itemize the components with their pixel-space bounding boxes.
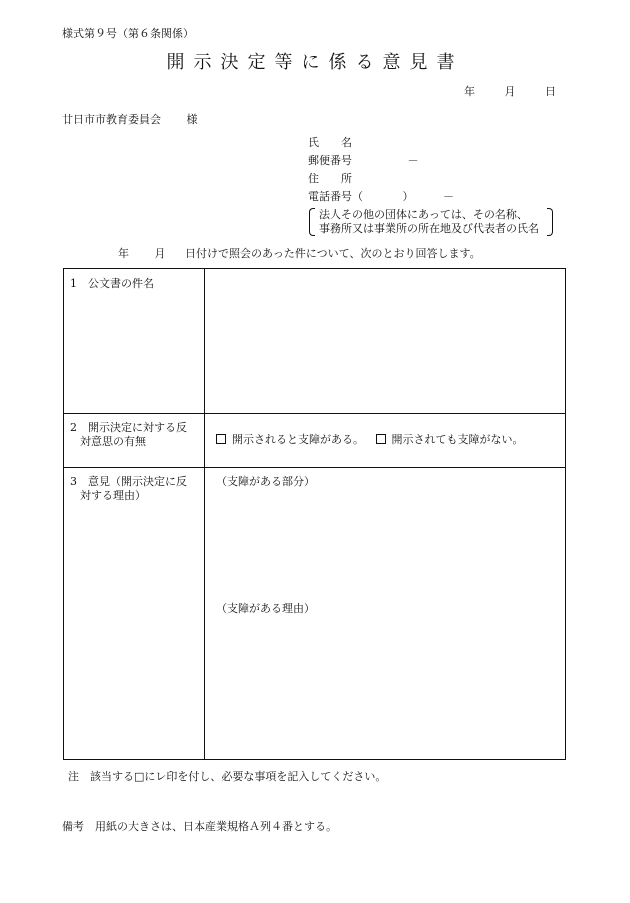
applicant-postal-row bbox=[308, 154, 419, 167]
page-title: 開示決定等に係る意見書 bbox=[166, 52, 464, 73]
impediment-reason-field[interactable] bbox=[212, 619, 552, 749]
right-bracket bbox=[547, 208, 553, 236]
opinion-label-line1: 3 意見（開示決定に反 bbox=[70, 475, 187, 488]
address-label: 住 所 bbox=[308, 172, 352, 185]
opinion-label-line2: 対する理由） bbox=[80, 489, 146, 502]
objection-label-line1: 2 開示決定に対する反 bbox=[70, 421, 187, 434]
objection-label-line2: 対意思の有無 bbox=[80, 435, 146, 448]
objection-options bbox=[216, 433, 524, 446]
applicant-name-row bbox=[308, 136, 352, 149]
document-title-label: 1 公文書の件名 bbox=[70, 277, 154, 290]
intro-text: 日付けで照会のあった件について、次のとおり回答します。 bbox=[185, 247, 481, 260]
objection-label bbox=[70, 421, 187, 449]
addressee-honorific: 様 bbox=[186, 113, 198, 126]
addressee-name: 廿日市市教育委員会 bbox=[62, 113, 161, 126]
phone-close: ） bbox=[402, 190, 414, 203]
impediment-part-field[interactable] bbox=[212, 491, 552, 591]
opinion-label bbox=[70, 475, 187, 503]
form-note: 注 該当する□にレ印を付し、必要な事項を記入してください。 bbox=[68, 770, 387, 783]
left-bracket bbox=[309, 208, 315, 236]
opinion-form-table bbox=[63, 268, 566, 760]
column-divider bbox=[204, 269, 205, 759]
date-day-label: 日 bbox=[545, 85, 556, 98]
phone-label: 電話番号（ bbox=[308, 190, 363, 203]
intro-sentence bbox=[118, 247, 481, 260]
corporate-note-line2: 事務所又は事業所の所在地及び代表者の氏名 bbox=[319, 222, 539, 235]
row-divider-1 bbox=[64, 413, 565, 414]
impediment-reason-label: （支障がある理由） bbox=[216, 602, 315, 615]
intro-year: 年 bbox=[118, 247, 129, 260]
date-line bbox=[464, 85, 556, 98]
row-divider-2 bbox=[64, 467, 565, 468]
checkbox-no-impediment[interactable] bbox=[376, 434, 386, 444]
phone-dash: － bbox=[443, 190, 454, 203]
applicant-address-row bbox=[308, 172, 352, 185]
document-title-field[interactable] bbox=[212, 277, 552, 407]
date-month-label: 月 bbox=[504, 85, 516, 98]
remarks: 備考 用紙の大きさは、日本産業規格Ａ列４番とする。 bbox=[62, 820, 337, 833]
postal-label: 郵便番号 bbox=[308, 154, 352, 167]
option-has-impediment-label: 開示されると支障がある。 bbox=[232, 433, 364, 446]
addressee bbox=[62, 113, 198, 126]
checkbox-has-impediment[interactable] bbox=[216, 434, 226, 444]
applicant-phone-row bbox=[308, 190, 454, 203]
impediment-part-label: （支障がある部分） bbox=[216, 475, 315, 488]
form-number: 様式第９号（第６条関係） bbox=[62, 27, 194, 40]
intro-month: 月 bbox=[154, 247, 166, 260]
date-year-label: 年 bbox=[464, 85, 475, 98]
name-label: 氏 名 bbox=[308, 136, 352, 149]
postal-dash: － bbox=[407, 154, 419, 167]
option-no-impediment-label: 開示されても支障がない。 bbox=[391, 433, 524, 446]
corporate-note-line1: 法人その他の団体にあっては、その名称、 bbox=[319, 208, 528, 221]
corporate-note bbox=[309, 208, 553, 236]
